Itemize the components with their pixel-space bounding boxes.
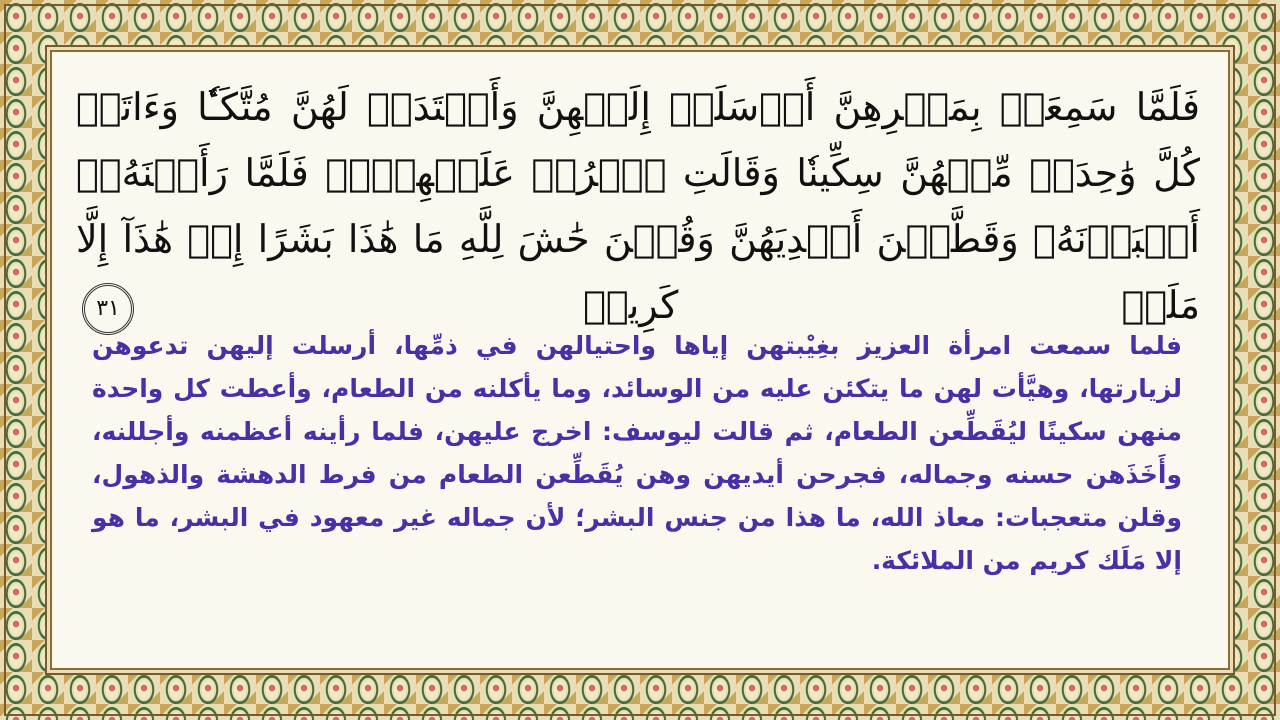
- verse-text: فَلَمَّا سَمِعَتۡ بِمَكۡرِهِنَّ أَرۡسَلَتۡ إِلَيۡهِنَّ وَأَعۡتَدَتۡ لَهُنَّ مُتَّكَـٔٗا وَءَاتَتۡ كُلَّ وَٰحِدَةٖ مِّنۡهُنَّ سِكِّينٗا وَقَالَتِ ٱخۡرُجۡ عَلَيۡهِنَّۖ فَلَمَّا رَأَيۡنَهُۥٓ أَكۡبَرۡنَهُۥ وَقَطَّعۡنَ أَيۡدِيَهُنَّ وَقُلۡنَ حَٰشَ لِلَّهِ مَا هَٰذَا بَشَرًا إِنۡ هَٰذَآ إِلَّا مَلَكٞ كَرِيمٞ: [76, 85, 1200, 327]
- tafsir-text: فلما سمعت امرأة العزيز بغِيْبتهن إياها واحتيالهن في ذمِّها، أرسلت إليهن تدعوهن لزيارتها، وهيَّأت لهن ما يتكئن عليه من الوسائد، وما يأكلنه من الطعام، وأعطت كل واحدة منهن سكينًا ليُقَطِّعن الطعام، ثم قالت ليوسف: اخرج عليهن، فلما رأينه أعظمنه وأجللنه، وأَخَذَهن حسنه وجماله، فجرحن أيديهن وهن يُقَطِّعن الطعام من فرط الدهشة والذهول، وقلن متعجبات: معاذ الله، ما هذا من جنس البشر؛ لأن جماله غير معهود في البشر، ما هو إلا مَلَك كريم من الملائكة.: [92, 331, 1182, 575]
- ayah-number-marker: ٣١: [82, 283, 134, 335]
- quran-verse: [76, 74, 1200, 338]
- page-panel: [50, 50, 1230, 670]
